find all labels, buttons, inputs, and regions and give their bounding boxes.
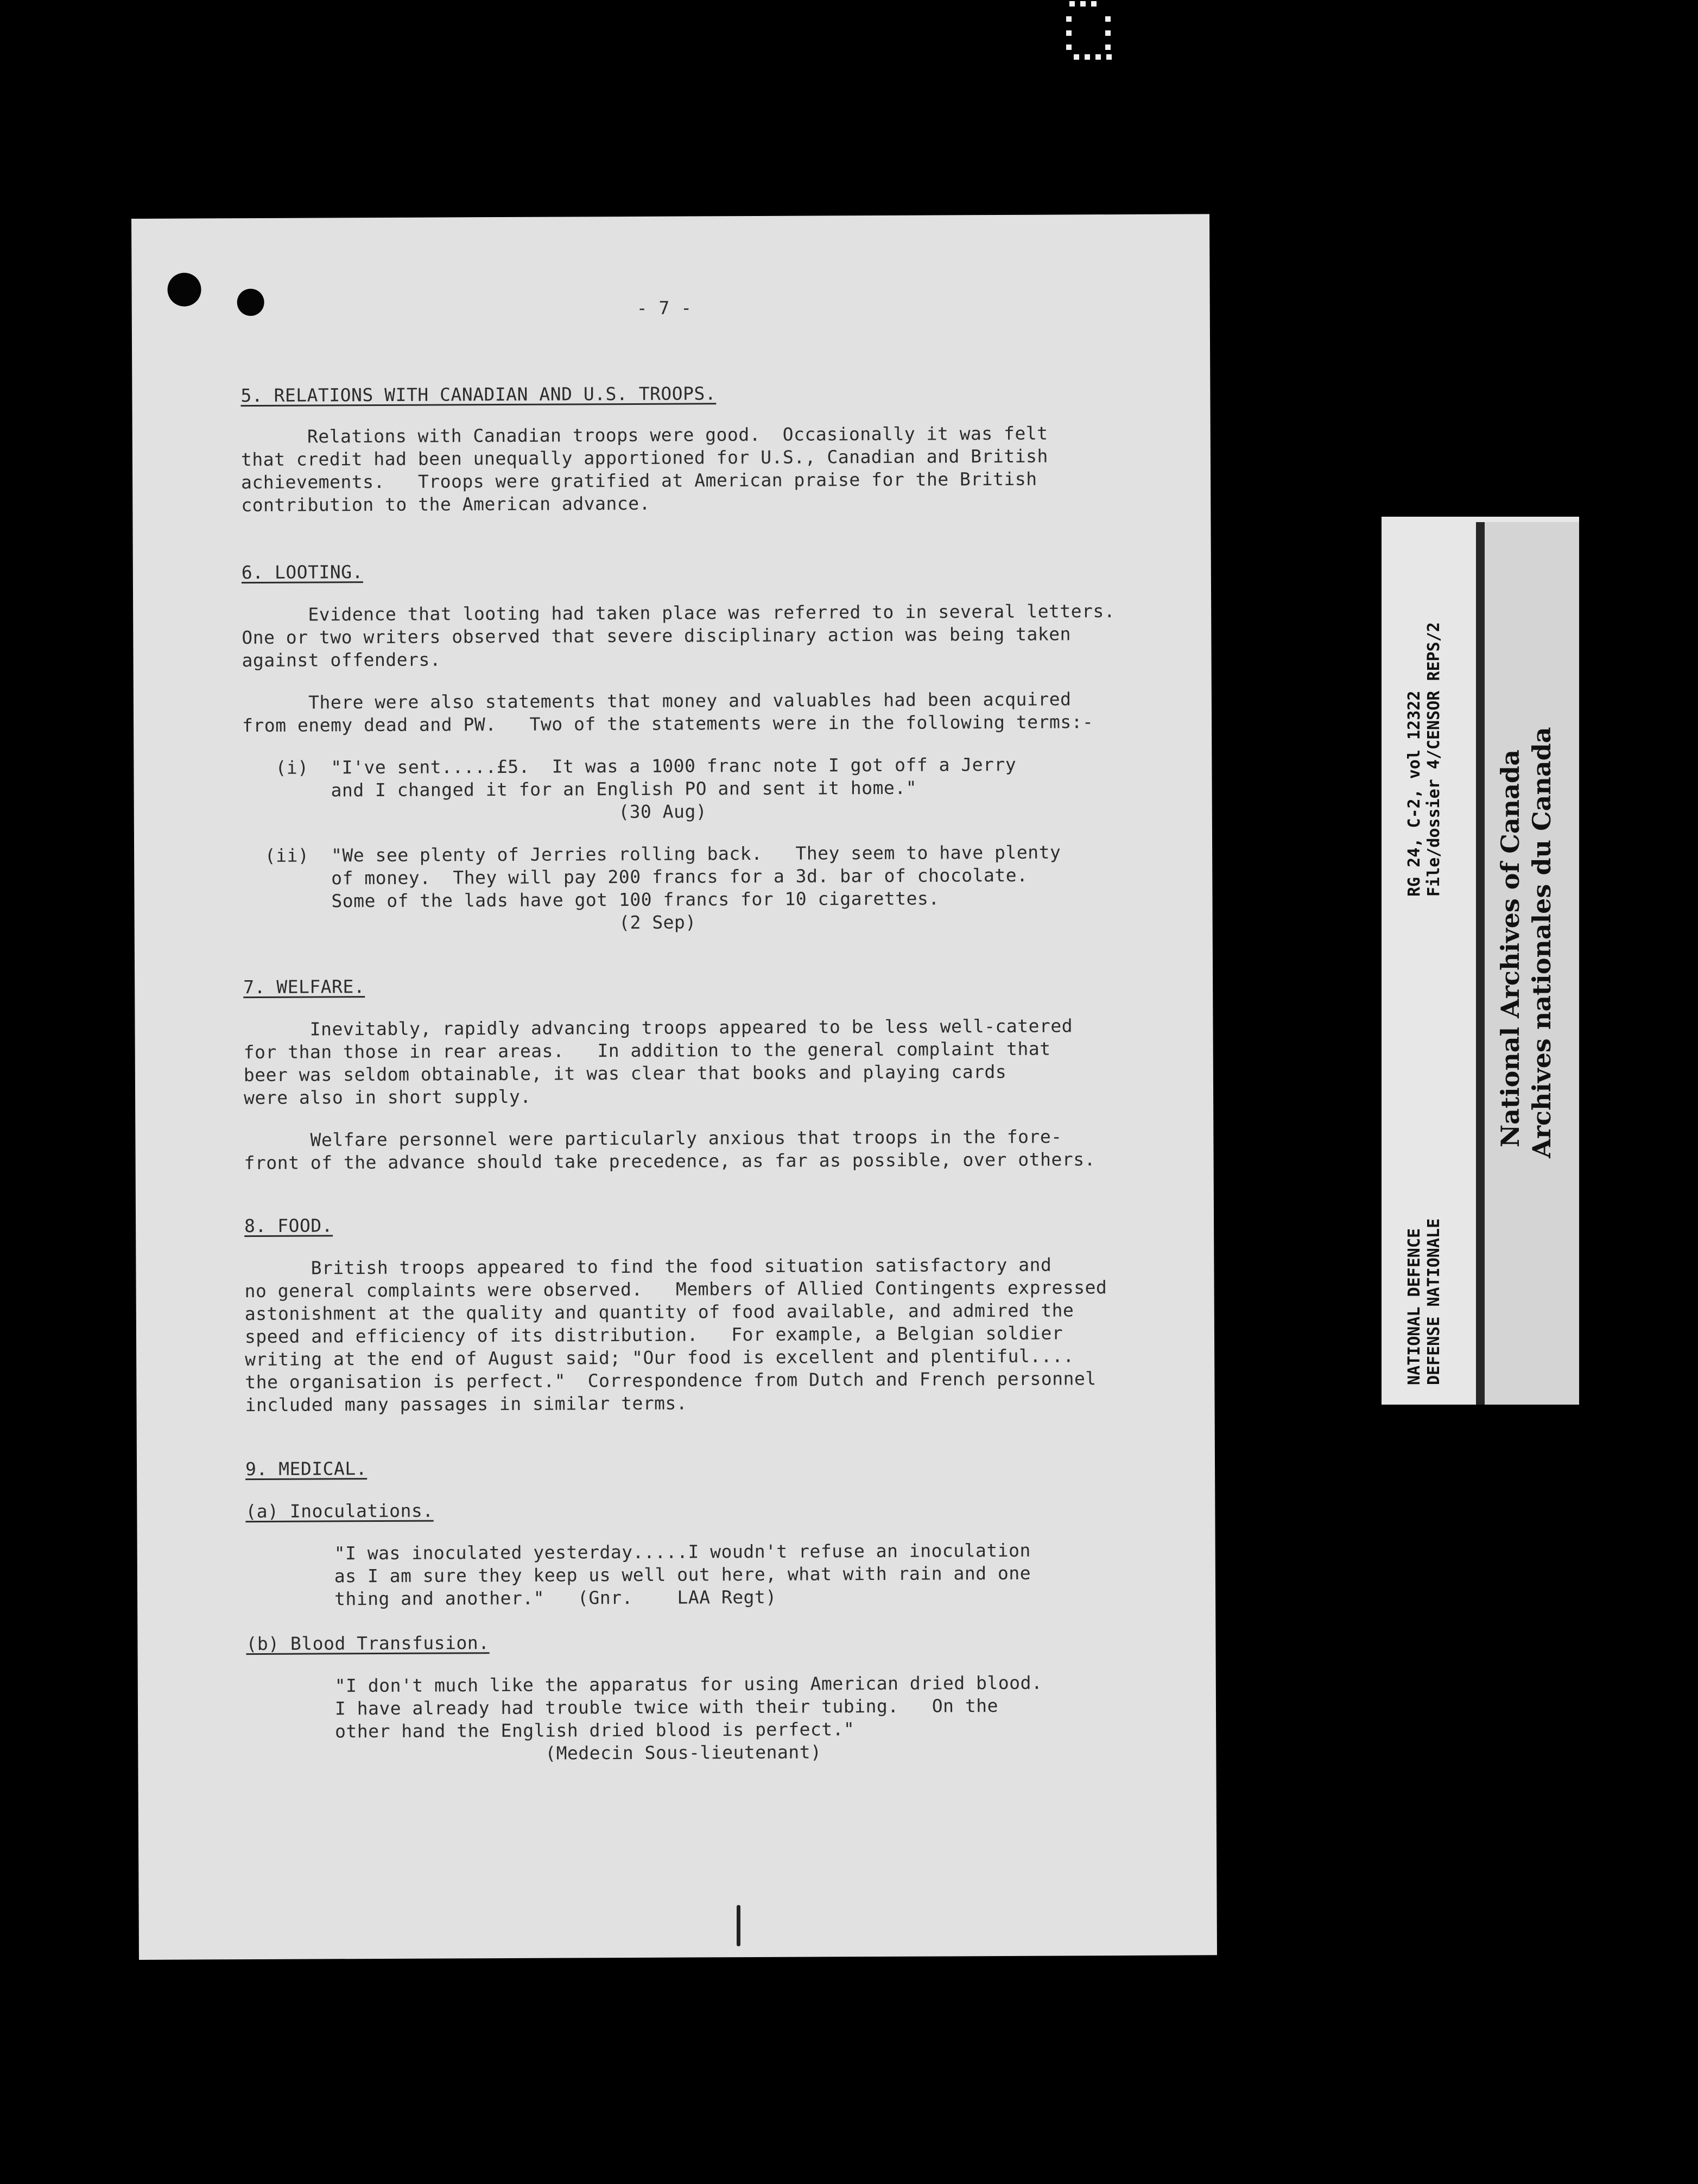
paragraph-line: Relations with Canadian troops were good. Occasionally it was felt xyxy=(240,422,1048,448)
page-number: - 7 - xyxy=(636,297,692,319)
paragraph-line: that credit had been unequally apportioned for U.S., Canadian and British xyxy=(240,445,1048,471)
quote-line: Some of the lads have got 100 francs for 10 cigarettes. xyxy=(243,887,940,912)
quote-line: of money. They will pay 200 francs for a 3d. bar of chocolate. xyxy=(243,864,1028,890)
department-line1: NATIONAL DEFENCE xyxy=(1405,1228,1424,1385)
document-page xyxy=(131,214,1217,1960)
quote-line: (Medecin Sous-lieutenant) xyxy=(246,1741,822,1766)
quote-date: (30 Aug) xyxy=(242,801,707,824)
paragraph-line: writing at the end of August said; "Our food is excellent and plentiful.... xyxy=(245,1345,1074,1370)
quote-line: and I changed it for an English PO and sent it home." xyxy=(242,777,917,802)
paragraph-line: for than those in rear areas. In addition to the general complaint that xyxy=(243,1038,1051,1063)
paragraph-line: There were also statements that money and valuables had been acquired xyxy=(242,688,1072,714)
quote-line: other hand the English dried blood is perfect." xyxy=(246,1718,855,1743)
punch-hole xyxy=(237,289,264,316)
quote-line: (ii) "We see plenty of Jerries rolling back. They seem to have plenty xyxy=(243,841,1061,867)
quote-line: I have already had trouble twice with their tubing. On the xyxy=(246,1695,999,1720)
paragraph-line: Inevitably, rapidly advancing troops appeared to be less well-catered xyxy=(243,1015,1073,1040)
paragraph-line: contribution to the American advance. xyxy=(241,492,650,516)
archives-name-french: Archives nationales du Canada xyxy=(1527,727,1556,1158)
quote-line: thing and another." (Gnr. LAA Regt) xyxy=(246,1586,777,1610)
paragraph-line: British troops appeared to find the food situation satisfactory and xyxy=(244,1254,1052,1279)
paragraph-line: Welfare personnel were particularly anxious that troops in the fore- xyxy=(244,1126,1062,1151)
punch-hole xyxy=(167,272,201,306)
quote-line: (i) "I've sent.....£5. It was a 1000 franc note I got off a Jerry xyxy=(242,753,1017,779)
section-heading-welfare: 7. WELFARE. xyxy=(243,976,365,998)
paragraph-line: front of the advance should take precedence, as far as possible, over others. xyxy=(244,1148,1095,1174)
paragraph-line: the organisation is perfect." Correspondence from Dutch and French personnel xyxy=(245,1368,1097,1393)
paragraph-line: included many passages in similar terms. xyxy=(245,1392,688,1416)
frame-marker-dots xyxy=(1065,0,1116,61)
margin-mark xyxy=(737,1905,740,1946)
section-heading-relations: 5. RELATIONS WITH CANADIAN AND U.S. TROOPS. xyxy=(240,383,717,407)
paragraph-line: no general complaints were observed. Members of Allied Contingents expressed xyxy=(244,1277,1107,1302)
archive-reference-line2: File/dossier 4/CENSOR REPS/2 xyxy=(1424,622,1443,897)
paragraph-line: astonishment at the quality and quantity of food available, and admired the xyxy=(244,1299,1074,1325)
paragraph-line: Evidence that looting had taken place was referred to in several letters. xyxy=(242,600,1116,626)
paragraph-line: were also in short supply. xyxy=(243,1085,531,1109)
paragraph-line: beer was seldom obtainable, it was clear that books and playing cards xyxy=(243,1061,1007,1086)
subsection-heading-blood-transfusion: (b) Blood Transfusion. xyxy=(246,1632,490,1655)
section-heading-looting: 6. LOOTING. xyxy=(241,561,363,583)
paragraph-line: One or two writers observed that severe disciplinary action was being taken xyxy=(242,623,1072,649)
label-divider xyxy=(1476,522,1485,1405)
quote-line: "I was inoculated yesterday.....I woudn't refuse an inoculation xyxy=(245,1539,1031,1565)
paragraph-line: speed and efficiency of its distribution. For example, a Belgian soldier xyxy=(244,1322,1063,1348)
section-heading-food: 8. FOOD. xyxy=(244,1215,333,1237)
archive-label-strip xyxy=(1382,517,1579,1405)
archive-reference-line1: RG 24, C-2, vol 12322 xyxy=(1405,690,1424,897)
quote-date: (2 Sep) xyxy=(243,911,696,935)
department-line2: DEFENSE NATIONALE xyxy=(1424,1218,1443,1385)
quote-line: "I don't much like the apparatus for using American dried blood. xyxy=(246,1672,1043,1697)
paragraph-line: against offenders. xyxy=(242,649,441,671)
paragraph-line: achievements. Troops were gratified at American praise for the British xyxy=(241,468,1037,493)
paragraph-line: from enemy dead and PW. Two of the statements were in the following terms:- xyxy=(242,711,1094,737)
quote-line: as I am sure they keep us well out here, what with rain and one xyxy=(245,1562,1031,1588)
section-heading-medical: 9. MEDICAL. xyxy=(245,1458,368,1480)
subsection-heading-inoculations: (a) Inoculations. xyxy=(245,1500,434,1522)
archives-name-english: National Archives of Canada xyxy=(1496,750,1525,1147)
